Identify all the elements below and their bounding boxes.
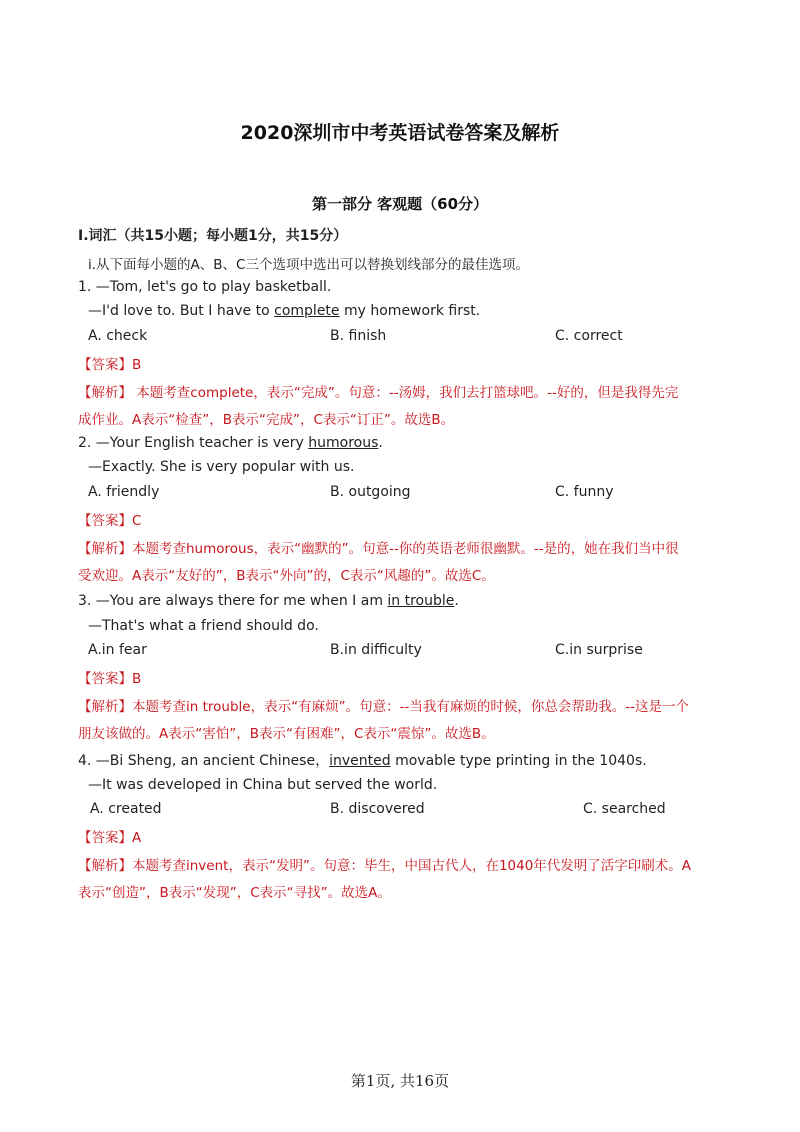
- option-a: A. check: [88, 328, 148, 344]
- part-title: 第一部分 客观题（60分）: [311, 195, 489, 213]
- option-c: C. correct: [555, 328, 623, 344]
- option-b: B. outgoing: [330, 484, 411, 500]
- question-4-reply: —It was developed in China but served the world.: [88, 777, 438, 793]
- underlined-word: complete: [274, 303, 340, 319]
- explanation-line: 【解析】本题考查in trouble，表示“有麻烦”。句意：--当我有麻烦的时候，你总会帮助我。--这是一个: [78, 699, 690, 715]
- instruction: i.从下面每小题的A、B、C三个选项中选出可以替换划线部分的最佳选项。: [88, 257, 529, 273]
- explanation-line: 表示“创造”，B表示“发现”，C表示“寻找”。故选A。: [78, 885, 391, 901]
- explanation-line: 朋友该做的。A表示“害怕”，B表示“有困难”，C表示“震惊”。故选B。: [78, 726, 495, 742]
- explanation-line: 受欢迎。A表示“友好的”，B表示“外向”的，C表示“风趣的”。故选C。: [78, 568, 495, 584]
- question-2-reply: —Exactly. She is very popular with us.: [88, 459, 355, 475]
- option-b: B. finish: [330, 328, 387, 344]
- underlined-word: invented: [329, 753, 391, 769]
- option-b: B. discovered: [330, 801, 425, 817]
- page-title: 2020深圳市中考英语试卷答案及解析: [240, 122, 560, 144]
- explanation-line: 【解析】本题考查humorous，表示“幽默的”。句意--你的英语老师很幽默。--是的，她在我们当中很: [78, 541, 679, 557]
- answer: 【答案】C: [78, 513, 142, 529]
- question-1-reply: —I'd love to. But I have to complete my homework first.: [88, 303, 481, 319]
- section-heading: I.词汇（共15小题；每小题1分，共15分）: [78, 228, 348, 244]
- option-c: C.in surprise: [555, 642, 643, 658]
- option-b: B.in difficulty: [330, 642, 422, 658]
- option-a: A. friendly: [88, 484, 160, 500]
- answer: 【答案】B: [78, 357, 142, 373]
- answer: 【答案】B: [78, 671, 142, 687]
- question-3-reply: —That's what a friend should do.: [88, 618, 319, 634]
- question-1: 1. —Tom, let's go to play basketball.: [78, 279, 332, 295]
- explanation-line: 【解析】本题考查invent，表示“发明”。句意：毕生，中国古代人，在1040年代发明了活字印刷术。A: [78, 858, 692, 874]
- question-3: 3. —You are always there for me when I am in trouble.: [78, 593, 459, 609]
- underlined-word: in trouble: [387, 593, 455, 609]
- explanation-line: 【解析】 本题考查complete，表示“完成”。句意：--汤姆，我们去打篮球吧。--好的，但是我得先完: [78, 385, 679, 401]
- page-number: 第1页, 共16页: [350, 1072, 450, 1090]
- question-2: 2. —Your English teacher is very humorous.: [78, 435, 383, 451]
- answer: 【答案】A: [78, 830, 142, 846]
- question-4: 4. —Bi Sheng, an ancient Chinese，invented movable type printing in the 1040s.: [78, 753, 647, 769]
- option-c: C. funny: [555, 484, 614, 500]
- option-a: A.in fear: [88, 642, 147, 658]
- underlined-word: humorous: [308, 435, 379, 451]
- explanation-line: 成作业。A表示“检查”，B表示“完成”，C表示“订正”。故选B。: [78, 412, 455, 428]
- option-c: C. searched: [583, 801, 666, 817]
- option-a: A. created: [90, 801, 162, 817]
